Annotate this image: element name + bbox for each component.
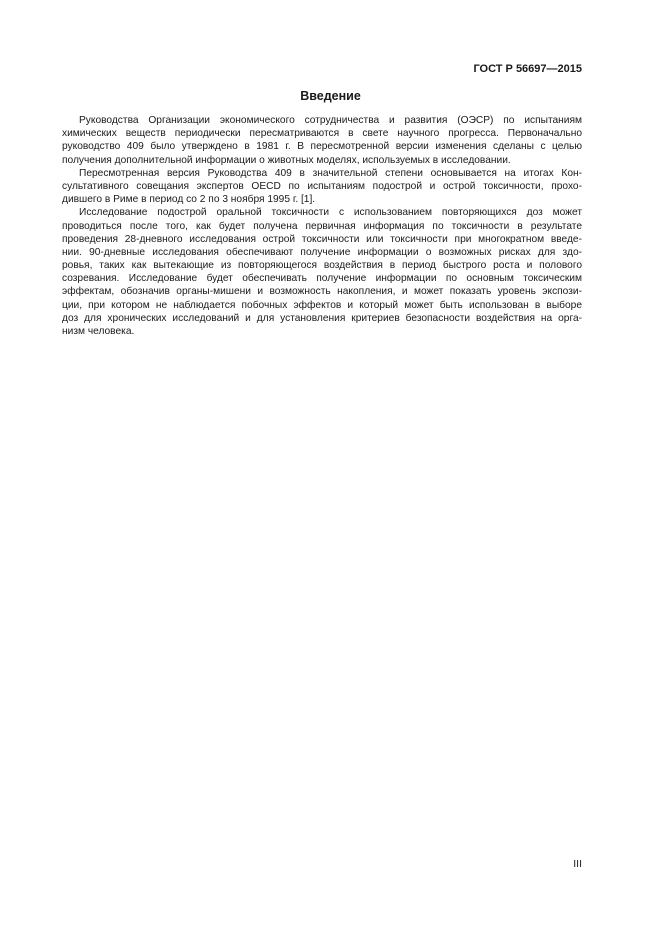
text-line: проводиться после того, как будет получена первичная информация по токсичности в результате (62, 220, 582, 232)
paragraph-2 (62, 167, 582, 207)
text-line: руководство 409 было утверждено в 1981 г. В пересмотренной версии изменения сделаны с целью (62, 141, 582, 153)
text-line: сультативного совещания экспертов OECD по испытаниям подострой и острой токсичности, прохо- (62, 180, 582, 192)
text-line: доз для хронических исследований и для установления критериев безопасности воздействия на орга- (62, 312, 582, 324)
text-line: получения дополнительной информации о животных моделях, используемых в исследовании. (62, 154, 511, 166)
text-line: эффектам, обозначив органы-мишени и возможность накопления, и может показать уровень экспози- (62, 286, 582, 298)
text-line: химических веществ периодически пересматриваются в свете научного прогресса. Первоначально (62, 128, 582, 140)
text-line: Руководства Организации экономического сотрудничества и развития (ОЭСР) по испытаниям (79, 115, 582, 126)
standard-code: ГОСТ Р 56697—2015 (473, 63, 582, 75)
text-line: дившего в Риме в период со 2 по 3 ноября 1995 г. [1]. (62, 194, 316, 206)
text-line: нии. 90-дневные исследования обеспечивают получение информации о возможных рисках для здо- (62, 246, 582, 258)
text-line: созревания. Исследование будет обеспечивать получение информации по основным токсическим (62, 273, 582, 285)
text-line: ровья, таких как вытекающие из повторяющегося воздействия в период быстрого роста и полового (62, 260, 582, 272)
page-number: III (573, 858, 582, 870)
text-line: Пересмотренная версия Руководства 409 в значительной степени основывается на итогах Кон- (79, 167, 582, 179)
paragraph-1 (62, 114, 582, 167)
body-text (62, 114, 582, 338)
text-line: низм человека. (62, 326, 135, 337)
paragraph-3 (62, 206, 582, 338)
text-line: ции, при котором не наблюдается побочных эффектов и который может быть использован в выборе (62, 299, 582, 311)
section-title: Введение (300, 89, 361, 103)
text-line: Исследование подострой оральной токсичности с использованием повторяющихся доз может (79, 207, 582, 219)
text-line: проведения 28-дневного исследования острой токсичности или токсичности при многократном введе- (62, 233, 582, 245)
